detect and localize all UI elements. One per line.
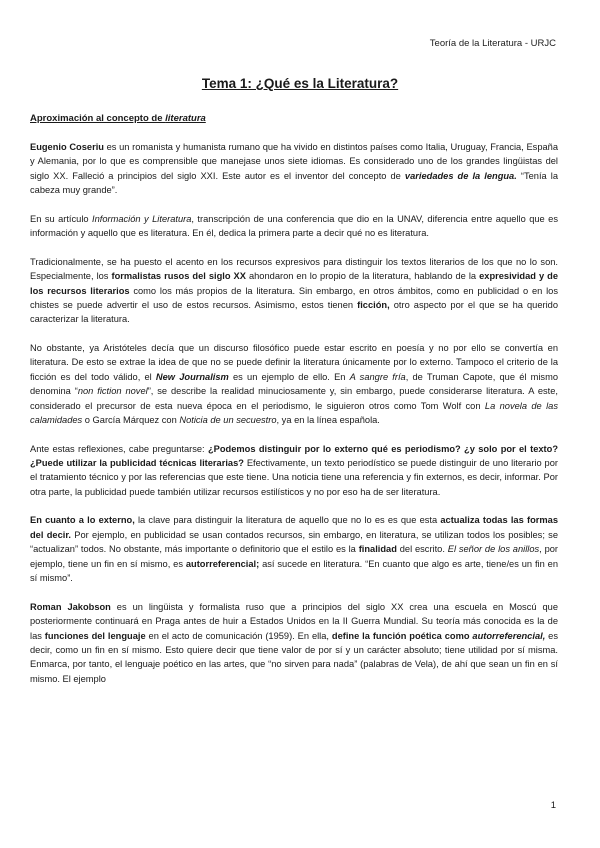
paragraph-jakobson: Roman Jakobson es un lingüista y formalista ruso que a principios del siglo XX crea una escuela en Moscú que posteriormente continuará en Praga antes de huir a Estados Unidos en la II Guerra Mundial. Su teoría más conocida es la de las funciones del lenguaje en el acto de comunicación (1959). En ella, define la función poética como autorreferencial, es decir, como un fin en sí mismo. Esto quiere decir que tiene valor de por sí y un carácter absoluto; tiene utilidad por sí misma. Enmarca, por tanto, el lenguaje poético en las artes, que “no sirven para nada” (palabras de Vela), de ahí que sean un fin en sí mismo. El ejemplo: [30, 601, 558, 684]
running-header: Teoría de la Literatura - URJC: [429, 38, 556, 49]
paragraph-coseriu: Eugenio Coseriu es un romanista y humanista rumano que ha vivido en distintos países como Italia, Uruguay, Francia, España y Alemania, por lo que es comprensible que manejase unos siete idiomas. Es considerado uno de los grandes lingüistas del siglo XX. Falleció a principios del siglo XXI. Este autor es el inventor del concepto de variedades de la lengua. “Tenía la cabeza muy grande”.: [30, 142, 559, 196]
page-number: 1: [550, 800, 556, 811]
paragraph-article: En su artículo Información y Literatura, transcripción de una conferencia que dio en la UNAV, diferencia entre aquello que es información y aquello que es literatura. En él, dedica la primera parte a decir qué no es literatura.: [30, 213, 558, 239]
section-heading: Aproximación al concepto de literatura: [30, 113, 206, 124]
body-text: [30, 140, 558, 700]
paragraph-aristotle: No obstante, ya Aristóteles decía que un discurso filosófico puede estar escrito en poesía y no por ello se convertía en literatura. De esto se extrae la idea de que no se puede definir la literatura únicamente por lo externo. Tampoco el criterio de la ficción es del todo válido, el New Journalism es un ejemplo de ello. En A sangre fría, de Truman Capote, que él mismo denomina “non fiction novel”, se describe la realidad minuciosamente y, sin embargo, puede considerarse literatura. A este, considerado el precursor de esta nueva época en el periodismo, le siguieron otros como Tom Wolf con La novela de las calamidades o García Márquez con Noticia de un secuestro, ya en la línea española.: [30, 343, 558, 426]
page-title: Tema 1: ¿Qué es la Literatura?: [201, 76, 399, 91]
paragraph-questions: Ante estas reflexiones, cabe preguntarse: ¿Podemos distinguir por lo externo qué es periodismo? ¿y solo por el texto? ¿Puede utilizar la publicidad técnicas literarias? Efectivamente, un texto periodístico se puede distinguir de uno literario por el tratamiento técnico y por las referencias que este tiene. Una noticia tiene una referencia y fin externos, es decir, informar. Por otra parte, la publicidad puede también utilizar recursos estilísticos y no por eso ha de ser literatura.: [30, 443, 558, 497]
paragraph-external: En cuanto a lo externo, la clave para distinguir la literatura de aquello que no lo es es que esta actualiza todas las formas del decir. Por ejemplo, en publicidad se usan contados recursos, sin embargo, en literatura, se utilizan todos los posibles; se “actualizan” todos. No obstante, más importante o definitorio que el estilo es la finalidad del escrito. El señor de los anillos, por ejemplo, tiene un fin en sí mismo, es autorreferencial; así sucede en literatura. “En cuanto que algo es arte, tiene/es un fin en sí mismo”.: [30, 515, 559, 584]
paragraph-tradition: Tradicionalmente, se ha puesto el acento en los recursos expresivos para distinguir los textos literarios de los que no lo son. Especialmente, los formalistas rusos del siglo XX ahondaron en lo propio de la literatura, hablando de la expresividad y de los recursos literarios como los más propios de la literatura. Sin embargo, en otros ámbitos, como en publicidad o en los chistes se puede advertir el uso de estos recursos. Asimismo, estos tienen ficción, otro aspecto por el que se ha querido caracterizar la literatura.: [30, 256, 559, 325]
